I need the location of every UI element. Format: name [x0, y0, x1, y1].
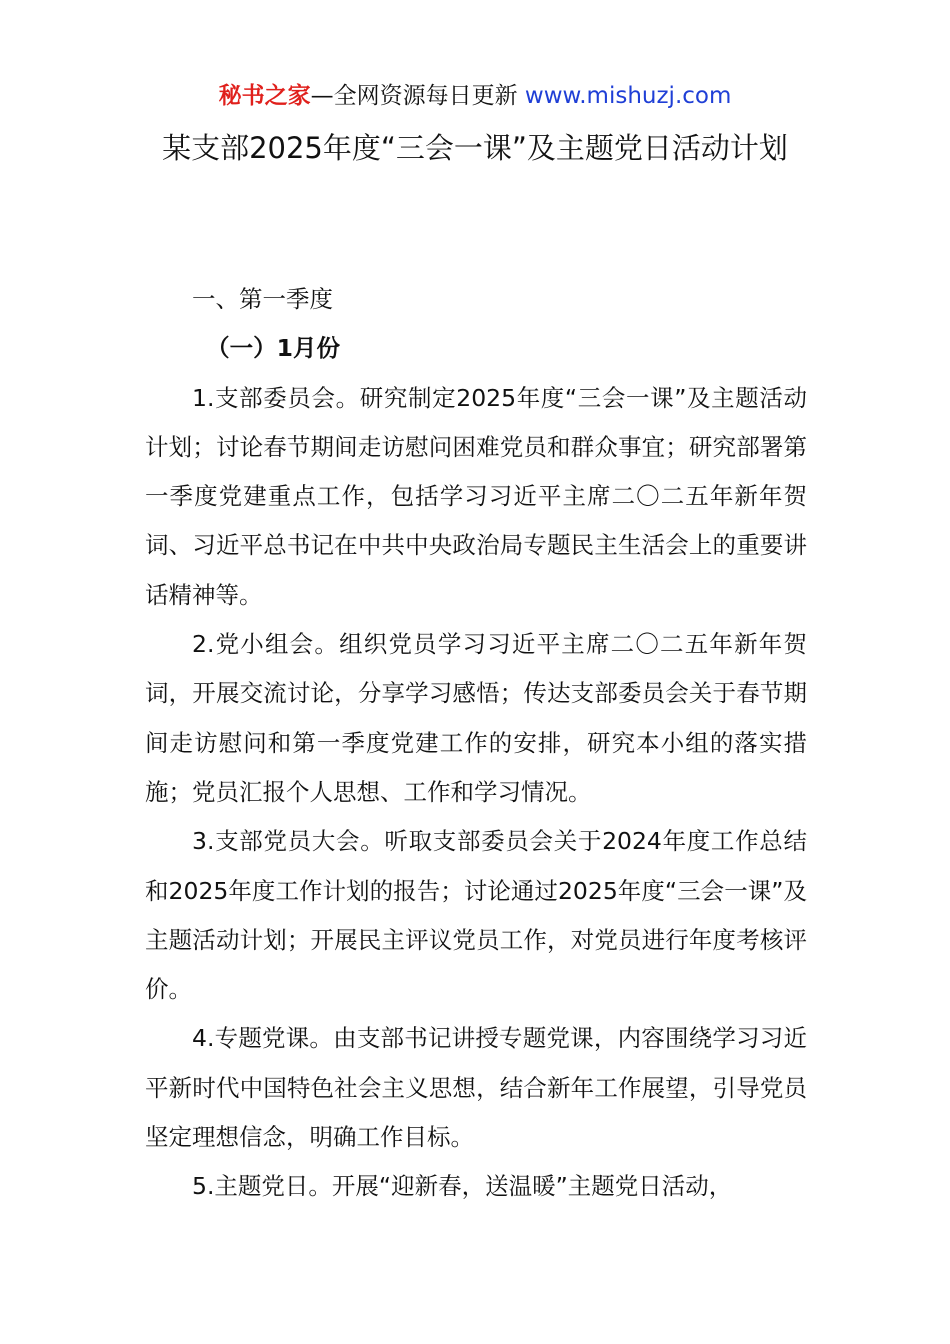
subsection-heading: （一）1月份 [206, 334, 340, 363]
paragraph: 5.主题党日。开展“迎新春，送温暖”主题党日活动， [192, 1172, 733, 1201]
brand-name: 秘书之家 [218, 83, 311, 109]
document-title: 某支部2025年度“三会一课”及主题党日活动计划 [162, 131, 788, 165]
site-banner [0, 80, 950, 112]
paragraph: 1.支部委员会。研究制定2025年度“三会一课”及主题活动计划；讨论春节期间走访慰问困难党员和群众事宜；研究部署第一季度党建重点工作，包括学习习近平主席二〇二五年新年贺词、习近平总书记在中共中央政治局专题民主生活会上的重要讲话精神等。 [145, 383, 807, 609]
paragraph: 3.支部党员大会。听取支部委员会关于2024年度工作总结和2025年度工作计划的报告；讨论通过2025年度“三会一课”及主题活动计划；开展民主评议党员工作，对党员进行年度考核评价。 [145, 827, 807, 1004]
brand-slogan: —全网资源每日更新 [310, 83, 518, 109]
site-url[interactable]: www.mishuzj.com [524, 83, 732, 109]
paragraph: 4.专题党课。由支部书记讲授专题党课，内容围绕学习习近平新时代中国特色社会主义思想，结合新年工作展望，引导党员坚定理想信念，明确工作目标。 [145, 1024, 807, 1152]
paragraph: 2.党小组会。组织党员学习习近平主席二〇二五年新年贺词，开展交流讨论，分享学习感悟；传达支部委员会关于春节期间走访慰问和第一季度党建工作的安排，研究本小组的落实措施；党员汇报个人思想、工作和学习情况。 [145, 630, 807, 806]
document-body [145, 275, 807, 1212]
section-heading: 一、第一季度 [192, 285, 333, 313]
